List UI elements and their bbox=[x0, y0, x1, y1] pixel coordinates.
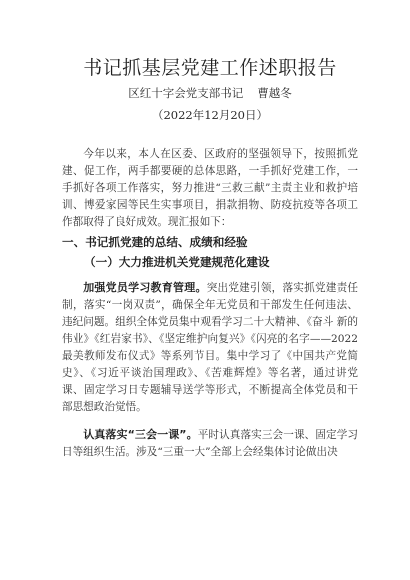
meetings-paragraph bbox=[62, 426, 358, 461]
paragraph-body: 平时认真落实三会一课、固定学习日等组织生活。涉及“三重一大”全部上会经集体讨论做出决 bbox=[62, 429, 358, 458]
paragraph-lead: 加强党员学习教育管理。 bbox=[83, 281, 207, 294]
intro-paragraph: 今年以来，本人在区委、区政府的坚强领导下，按照抓党建、促工作，两手都要硬的总体思路，一手抓好党建工作，一手抓好各项工作落实，努力推进“三救三献”主责主业和救护培训、博爱家园等民生实事项目，捐款捐物、防疫抗疫等各项工作都取得了良好成效。现汇报如下： bbox=[62, 148, 358, 228]
report-date: （2022年12月20日） bbox=[151, 108, 269, 122]
subsection-heading: （一）大力推进机关党建规范化建设 bbox=[84, 255, 270, 269]
author-position: 区红十字会党支部书记 bbox=[128, 86, 244, 100]
paragraph-gap bbox=[62, 416, 358, 426]
author-name: 曹越冬 bbox=[257, 86, 292, 100]
paragraph-lead: 认真落实“三会一课”。 bbox=[83, 428, 198, 441]
section-heading: 一、书记抓党建的总结、成绩和经验 bbox=[62, 235, 248, 249]
study-paragraph bbox=[62, 279, 358, 416]
report-title: 书记抓基层党建工作述职报告 bbox=[83, 57, 337, 79]
author-byline bbox=[62, 84, 358, 102]
paragraph-body: 突出党建引领，落实抓党建责任制，落实“一岗双责”，确保全年无党员和干部发生任何违法、违纪问题。组织全体党员集中观看学习二十大精神、《奋斗 新的伟业》《红岩家书》、《坚定维护向复兴》《闪亮的名字——2022最美教师发布仪式》等系列节目。集中学习了《中国共产党简史》、《习近平谈治国理政》、《苦难辉煌》等名著，通过讲党课、固定学习日专题辅导送学等形式，不断提高全体党员和干部思想政治觉悟。 bbox=[62, 282, 359, 413]
